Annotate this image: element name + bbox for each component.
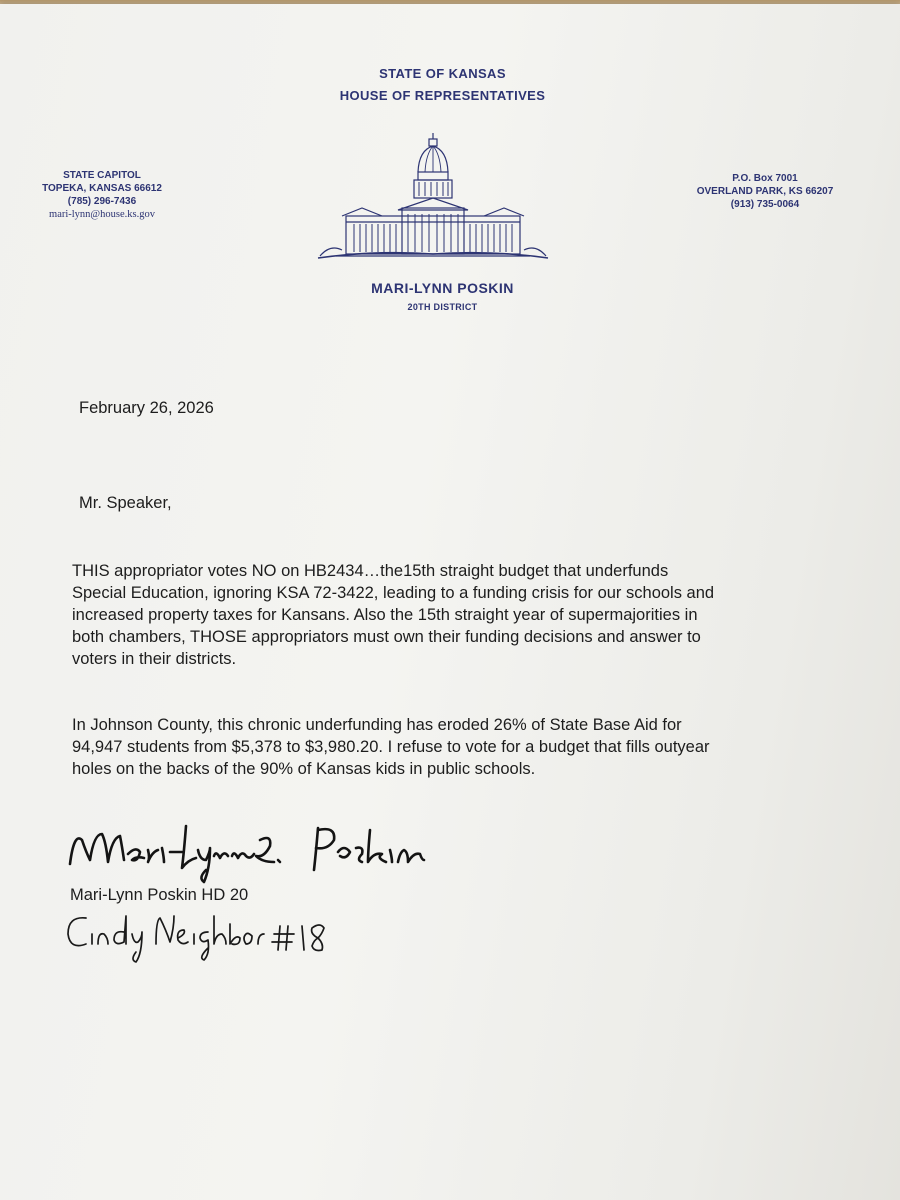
text-line: both chambers, THOSE appropriators must own their funding decisions and answer to [72,628,701,646]
district-label: 20TH DISTRICT [407,302,478,312]
salutation: Mr. Speaker, [79,494,172,512]
address-line: TOPEKA, KANSAS 66612 [42,183,162,194]
kansas-capitol-icon [316,132,550,264]
address-email: mari-lynn@house.ks.gov [49,209,155,220]
address-line: OVERLAND PARK, KS 66207 [696,186,834,197]
cosigner-signature [62,904,342,966]
paragraph-2 [72,714,832,780]
capitol-address [22,169,182,221]
text-line: 94,947 students from $5,378 to $3,980.20. I refuse to vote for a budget that fills outyear [72,738,710,756]
address-line: P.O. Box 7001 [732,173,798,184]
text-line: increased property taxes for Kansans. Also the 15th straight year of supermajorities in [72,606,698,624]
address-phone: (785) 296-7436 [67,196,137,207]
district-address [695,172,835,211]
address-line: STATE CAPITOL [63,170,141,181]
text-line: holes on the backs of the 90% of Kansas kids in public schools. [72,760,536,778]
text-line: voters in their districts. [72,650,237,668]
paragraph-1 [72,560,832,670]
representative-name: MARI-LYNN POSKIN [371,280,514,296]
text-line: Special Education, ignoring KSA 72-3422, leading to a funding crisis for our schools and [72,584,715,602]
letter-page [0,4,900,1200]
address-phone: (913) 735-0064 [730,199,800,210]
letter-date: February 26, 2026 [79,399,214,417]
letterhead-state: STATE OF KANSAS [379,66,506,81]
handwritten-signature [64,812,454,884]
text-line: In Johnson County, this chronic underfunding has eroded 26% of State Base Aid for [72,716,682,734]
printed-signature-name: Mari-Lynn Poskin HD 20 [70,886,249,904]
text-line: THIS appropriator votes NO on HB2434…the15th straight budget that underfunds [72,562,669,580]
letterhead-house: HOUSE OF REPRESENTATIVES [339,88,546,103]
